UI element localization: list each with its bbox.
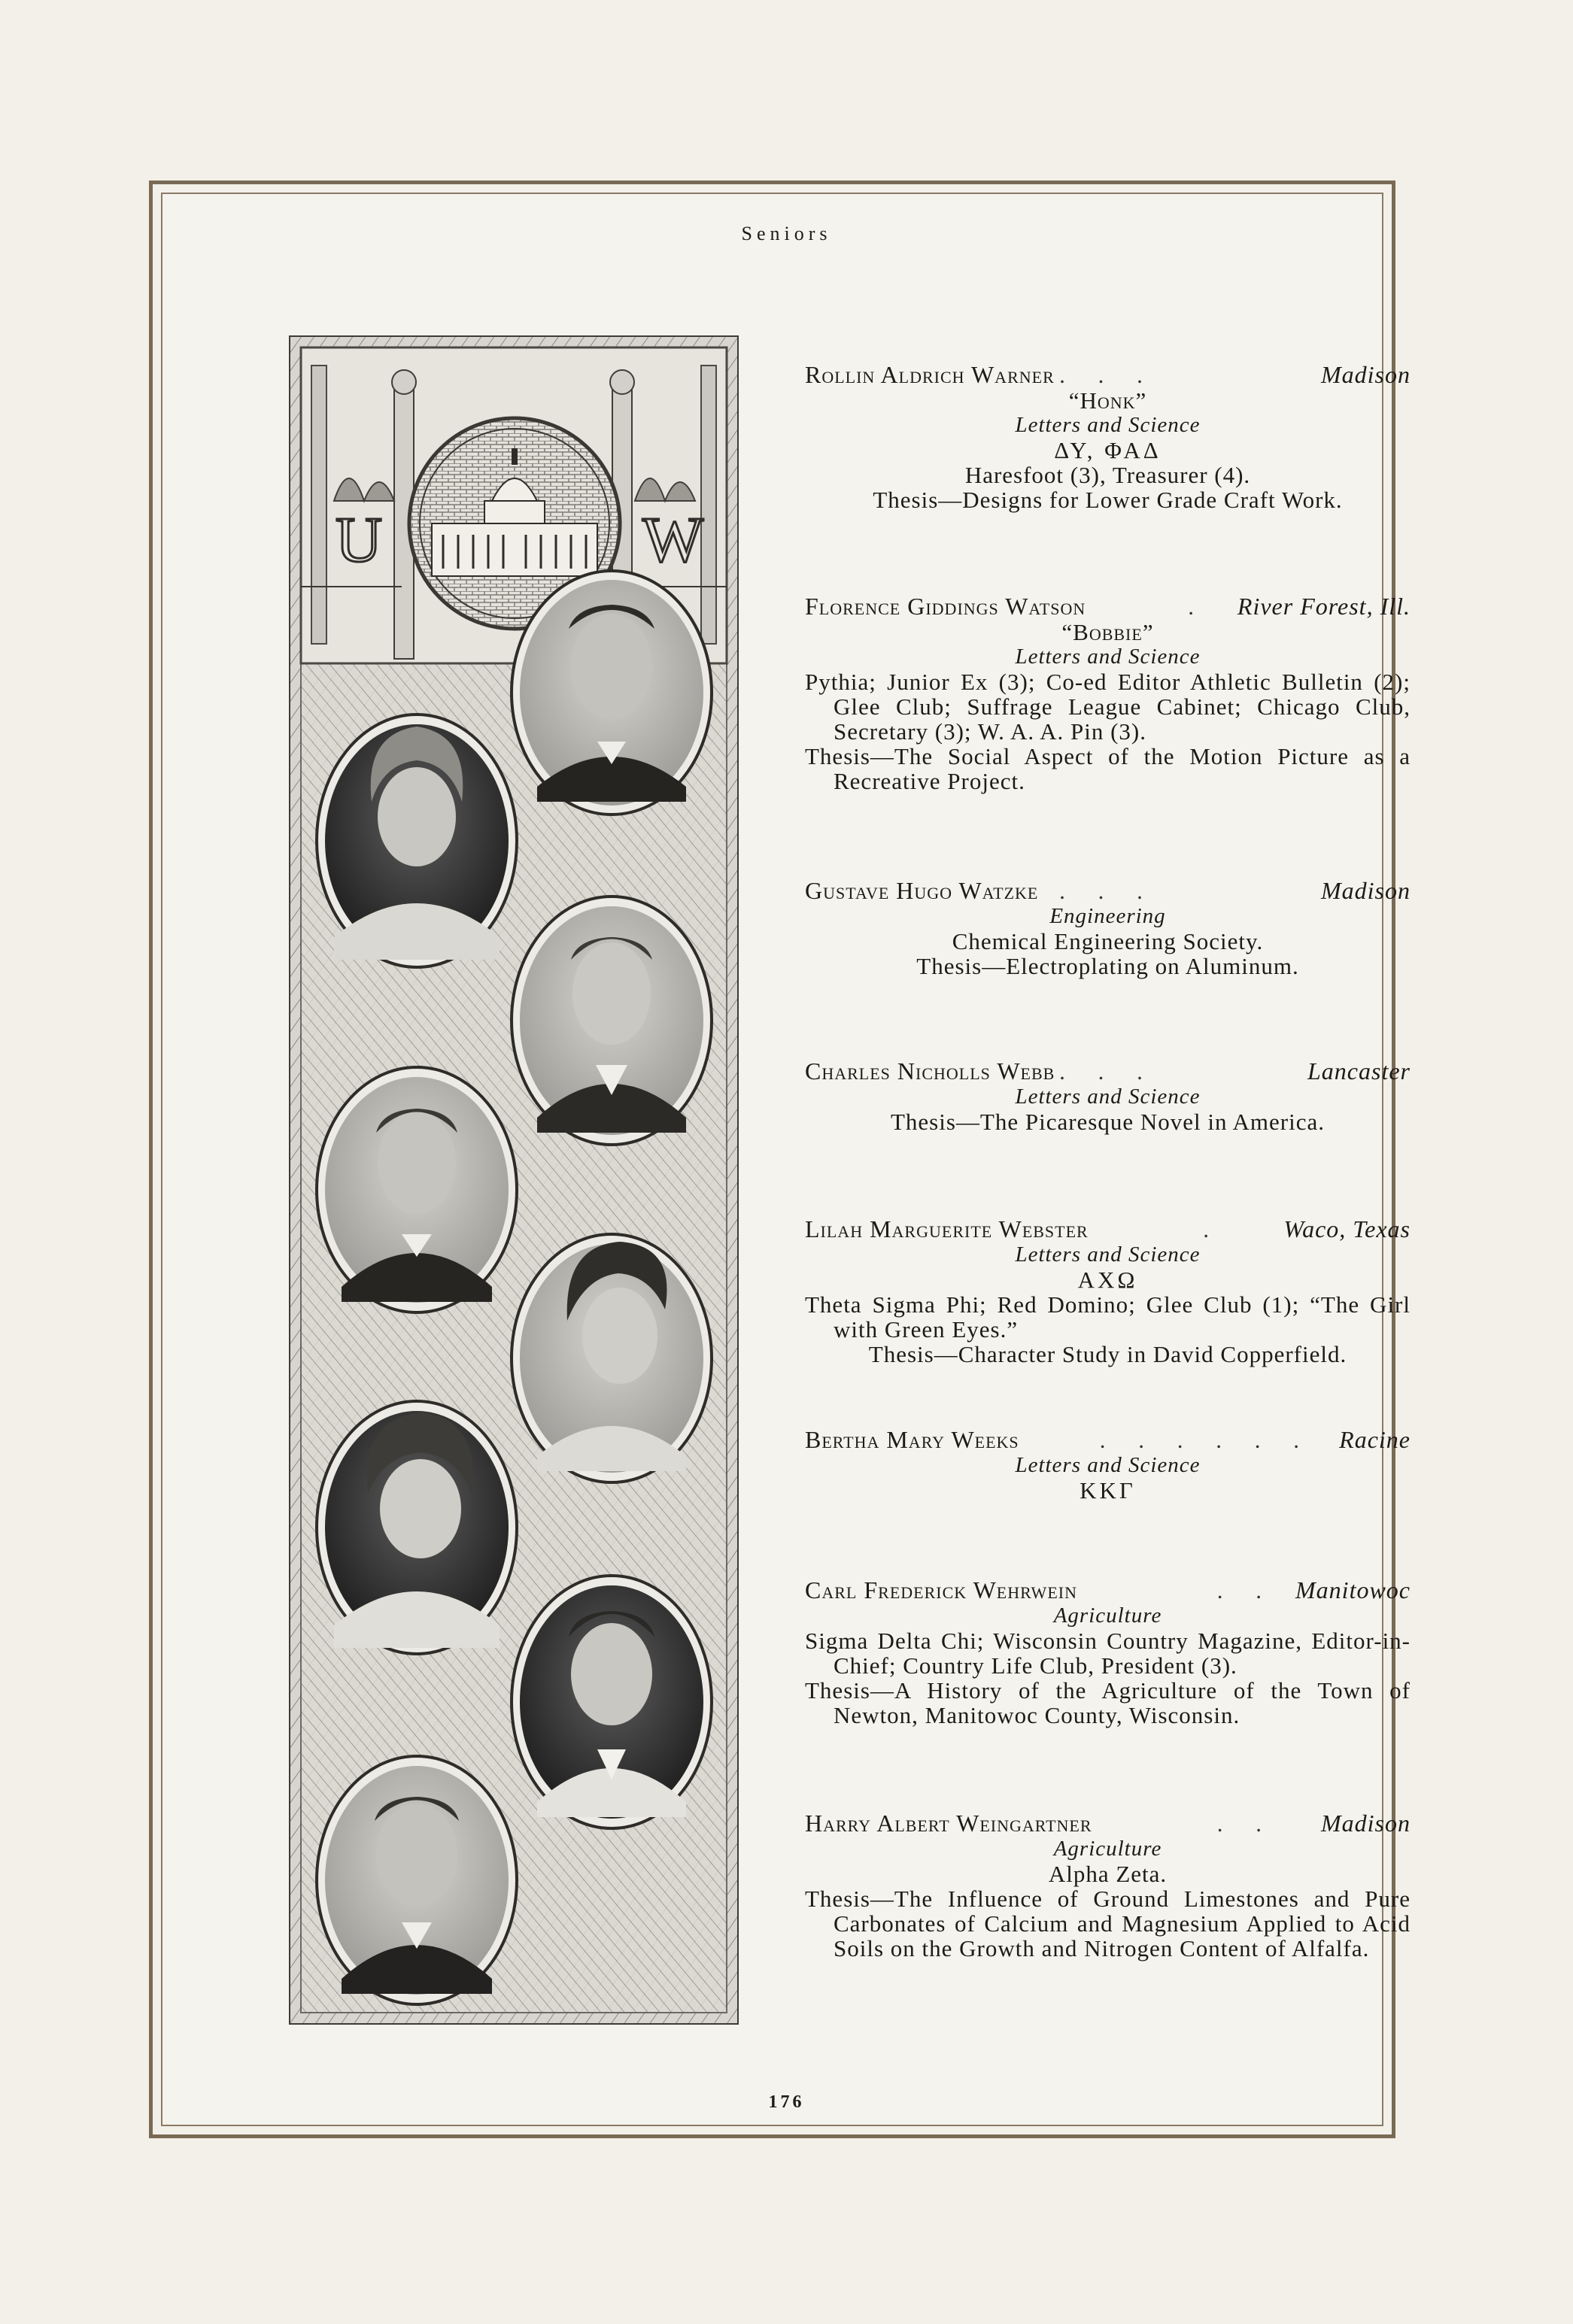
running-head: Seniors [741, 223, 832, 244]
college: Letters and Science [1015, 1453, 1201, 1477]
college: Agriculture [1053, 1837, 1162, 1861]
entry-header [805, 1811, 1411, 1837]
thesis: Thesis—Electroplating on Aluminum. [916, 953, 1299, 979]
activities: Haresfoot (3), Treasurer (4). [964, 462, 1251, 488]
hometown: Madison [1321, 1810, 1411, 1837]
student-name: Rollin Aldrich Warner [805, 361, 1055, 388]
portrait-carl-wehrwein [512, 1576, 712, 1828]
leader-dots: . . . . . . [1099, 1427, 1313, 1453]
crest-letter-u: U [336, 503, 383, 575]
senior-entry [805, 363, 1411, 512]
thesis: Thesis—A History of the Agriculture of the Town of Newton, Manitowoc County, Wisconsin. [805, 1677, 1411, 1728]
activities: Chemical Engineering Society. [952, 928, 1264, 954]
leader-dots: . . [1216, 1577, 1275, 1603]
student-name: Harry Albert Weingartner [805, 1810, 1092, 1837]
student-name: Carl Frederick Wehrwein [805, 1576, 1077, 1603]
crest-letter-w: W [642, 503, 704, 575]
greek-letters: ΑΧΩ [1077, 1267, 1138, 1293]
student-name: Charles Nicholls Webb [805, 1057, 1055, 1085]
entry-header [805, 1059, 1411, 1085]
leader-dots: . [1203, 1216, 1222, 1242]
thesis: Thesis—Designs for Lower Grade Craft Work. [873, 487, 1343, 513]
leader-dots: . . [1216, 1810, 1275, 1837]
activities: Sigma Delta Chi; Wisconsin Country Magazine, Editor-in-Chief; Country Life Club, President (3). [805, 1628, 1411, 1679]
nickname: “Bobbie” [1061, 619, 1154, 645]
hometown: River Forest, Ill. [1237, 593, 1411, 620]
greek-letters: ΔΥ, ΦΑΔ [1054, 437, 1162, 463]
senior-entry [805, 1578, 1411, 1728]
hometown: Waco, Texas [1283, 1215, 1411, 1242]
portrait-lilah-webster [512, 1234, 712, 1482]
senior-entry [805, 1811, 1411, 1961]
student-name: Gustave Hugo Watzke [805, 877, 1039, 904]
student-name: Florence Giddings Watson [805, 593, 1086, 620]
senior-entry [805, 1059, 1411, 1134]
portrait-charles-webb [317, 1067, 517, 1312]
portrait-florence-watson [317, 714, 517, 967]
entry-header [805, 878, 1411, 904]
student-name: Lilah Marguerite Webster [805, 1215, 1089, 1242]
entry-header [805, 1427, 1411, 1453]
activities: Pythia; Junior Ex (3); Co-ed Editor Athletic Bulletin (2); Glee Club; Suffrage League Cabinet; Chicago Club, Secretary (3); W. A. A. Pin (3). [805, 669, 1411, 745]
hometown: Madison [1321, 877, 1411, 904]
college: Letters and Science [1015, 1242, 1201, 1267]
senior-entry [805, 878, 1411, 978]
hometown: Manitowoc [1295, 1576, 1411, 1603]
greek-letters: ΚΚΓ [1080, 1477, 1136, 1503]
senior-entry [805, 594, 1411, 793]
portrait-rollin-warner [512, 571, 712, 815]
portrait-harry-weingartner [317, 1756, 517, 2004]
entry-header [805, 594, 1411, 620]
entry-header [805, 1578, 1411, 1603]
thesis: Thesis—Character Study in David Copperfield. [868, 1341, 1347, 1367]
leader-dots: . [1188, 593, 1207, 620]
thesis: Thesis—The Influence of Ground Limestones and Pure Carbonates of Calcium and Magnesium Applied to Acid Soils on the Growth and Nitrogen Content of Alfalfa. [805, 1886, 1411, 1961]
portrait-panel [289, 335, 739, 2025]
hometown: Racine [1339, 1426, 1411, 1453]
portrait-bertha-weeks [317, 1401, 517, 1654]
leader-dots: . . . [1059, 1058, 1156, 1085]
thesis: Thesis—The Social Aspect of the Motion Picture as a Recreative Project. [805, 743, 1411, 794]
hometown: Lancaster [1307, 1057, 1411, 1085]
activities: Theta Sigma Phi; Red Domino; Glee Club (1); “The Girl with Green Eyes.” [805, 1291, 1411, 1343]
portrait-gustave-watzke [512, 897, 712, 1145]
college: Letters and Science [1015, 1085, 1201, 1109]
activities: Alpha Zeta. [1048, 1861, 1168, 1887]
entry-header [805, 1217, 1411, 1242]
nickname: “Honk” [1068, 387, 1147, 414]
thesis: Thesis—The Picaresque Novel in America. [890, 1109, 1326, 1135]
page-number: 176 [768, 2092, 805, 2112]
senior-entry [805, 1427, 1411, 1503]
entry-header [805, 363, 1411, 388]
student-name: Bertha Mary Weeks [805, 1426, 1019, 1453]
college: Engineering [1049, 904, 1166, 928]
hometown: Madison [1321, 361, 1411, 388]
leader-dots: . . . [1059, 362, 1156, 388]
college: Agriculture [1053, 1603, 1162, 1628]
college: Letters and Science [1015, 645, 1201, 669]
college: Letters and Science [1015, 413, 1201, 437]
leader-dots: . . . [1059, 878, 1156, 904]
senior-entry [805, 1217, 1411, 1367]
